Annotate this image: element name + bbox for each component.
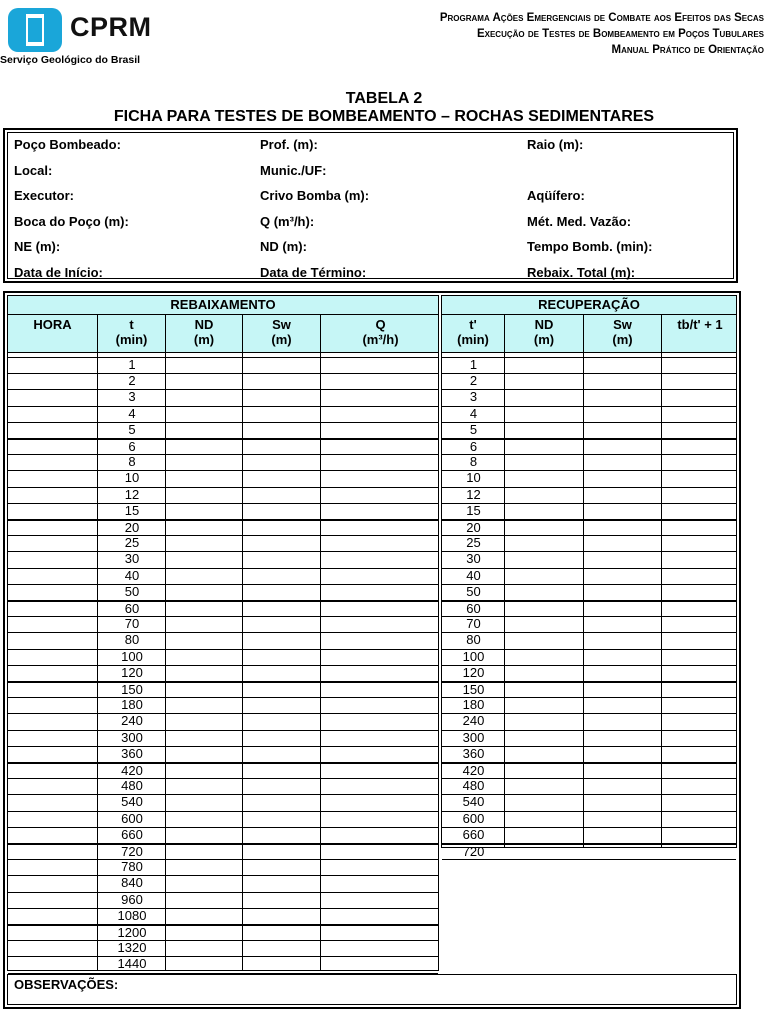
- rebaixamento-time-value: 120: [121, 664, 143, 680]
- recuperacao-row: [442, 665, 736, 681]
- rebaixamento-row: [8, 924, 438, 940]
- program-header: [440, 10, 764, 58]
- info-field-label: Aqüífero:: [527, 188, 585, 203]
- rebaixamento-column-header: Sw (m): [243, 315, 321, 352]
- rebaixamento-time-value: 1: [128, 357, 136, 372]
- rebaixamento-row: [8, 519, 438, 535]
- rebaixamento-row: [8, 843, 438, 859]
- rebaixamento-time-value: 180: [121, 697, 143, 713]
- rebaixamento-row: [8, 794, 438, 810]
- rebaixamento-row: [8, 956, 438, 972]
- rebaixamento-row: [8, 892, 438, 908]
- rebaixamento-time-value: 1320: [117, 940, 147, 956]
- rebaixamento-row: [8, 600, 438, 616]
- table-number: TABELA 2: [345, 90, 423, 107]
- rebaixamento-column-header: Q (m³/h): [362, 317, 399, 347]
- info-field-label: Q (m³/h):: [260, 213, 315, 229]
- recuperacao-time-value: 540: [462, 794, 485, 810]
- recuperacao-time-value: 70: [466, 616, 481, 632]
- rebaixamento-row: [8, 406, 438, 422]
- recuperacao-row: [442, 487, 736, 503]
- recuperacao-row: [442, 649, 736, 665]
- recuperacao-row: [442, 730, 736, 746]
- rebaixamento-time-value: 50: [124, 583, 140, 599]
- recuperacao-header: [442, 296, 736, 353]
- rebaixamento-time-value: 720: [121, 844, 143, 859]
- rebaixamento-row: [8, 357, 438, 373]
- rebaixamento-time-value: 8: [128, 454, 136, 470]
- recuperacao-time-value: 120: [462, 664, 485, 680]
- recuperacao-time-value: 150: [462, 682, 485, 697]
- recuperacao-time-value: 5: [469, 421, 478, 437]
- column-divider: [97, 352, 98, 970]
- column-divider: [242, 352, 243, 970]
- rebaixamento-time-value: 1080: [117, 907, 147, 923]
- rebaixamento-row: [8, 778, 438, 794]
- rebaixamento-time-value: 30: [124, 551, 140, 567]
- info-field-label: Munic./UF:: [260, 162, 327, 178]
- info-row: [12, 137, 729, 157]
- rebaixamento-time-value: 1200: [117, 925, 147, 940]
- info-row: [12, 163, 729, 183]
- rebaixamento-row: [8, 470, 438, 486]
- recuperacao-row: [442, 600, 736, 616]
- info-field-label: Local:: [14, 162, 53, 178]
- rebaixamento-time-value: 1440: [117, 956, 147, 972]
- table-title: FICHA PARA TESTES DE BOMBEAMENTO – ROCHAS SEDIMENTARES: [113, 108, 655, 125]
- recuperacao-time-value: 300: [462, 729, 485, 745]
- info-row: [12, 214, 729, 234]
- recuperacao-table: [441, 295, 737, 859]
- recuperacao-row: [442, 454, 736, 470]
- recuperacao-time-value: 25: [466, 535, 481, 551]
- program-line: Manual Prático de Orientação: [611, 44, 764, 56]
- rebaixamento-row: [8, 940, 438, 956]
- recuperacao-row: [442, 568, 736, 584]
- rebaixamento-row: [8, 535, 438, 551]
- recuperacao-row: [442, 551, 736, 567]
- logo-subtitle: Serviço Geológico do Brasil: [0, 54, 141, 66]
- recuperacao-row: [442, 827, 736, 843]
- rebaixamento-row: [8, 438, 438, 454]
- recuperacao-time-value: 480: [462, 778, 485, 794]
- recuperacao-time-value: 720: [462, 844, 485, 859]
- rebaixamento-column-header: HORA: [8, 315, 98, 352]
- program-line: Programa Ações Emergenciais de Combate aos Efeitos das Secas: [439, 12, 764, 24]
- recuperacao-row: [442, 681, 736, 697]
- column-divider: [661, 352, 662, 847]
- recuperacao-time-value: 660: [462, 826, 485, 842]
- recuperacao-time-value: 15: [466, 502, 481, 518]
- recuperacao-row: [442, 697, 736, 713]
- recuperacao-time-value: 80: [466, 632, 481, 648]
- info-field-label: Boca do Poço (m):: [14, 213, 129, 229]
- rebaixamento-header: [8, 296, 438, 353]
- rebaixamento-row: [8, 713, 438, 729]
- info-field-label: Poço Bombeado:: [14, 137, 121, 152]
- info-field-label: NE (m):: [14, 239, 61, 254]
- recuperacao-row: [442, 470, 736, 486]
- rebaixamento-row: [8, 746, 438, 762]
- recuperacao-row: [442, 762, 736, 778]
- rebaixamento-row: [8, 827, 438, 843]
- rebaixamento-table: [7, 295, 439, 971]
- recuperacao-row: [442, 438, 736, 454]
- info-field-label: Data de Término:: [260, 264, 367, 280]
- rebaixamento-row: [8, 422, 438, 438]
- rebaixamento-time-value: 100: [121, 648, 143, 664]
- rebaixamento-time-value: 480: [121, 778, 143, 794]
- recuperacao-time-value: 2: [469, 373, 478, 389]
- rebaixamento-time-value: 10: [124, 470, 140, 486]
- recuperacao-time-value: 30: [466, 551, 481, 567]
- recuperacao-row: [442, 794, 736, 810]
- rebaixamento-row: [8, 762, 438, 778]
- recuperacao-column-header: tb/t' + 1: [677, 317, 723, 332]
- observacoes-field[interactable]: [7, 974, 737, 1005]
- recuperacao-time-value: 360: [462, 745, 485, 761]
- recuperacao-row: [442, 632, 736, 648]
- recuperacao-row: [442, 811, 736, 827]
- rebaixamento-time-value: 840: [121, 875, 143, 891]
- rebaixamento-time-value: 15: [124, 502, 140, 518]
- rebaixamento-time-value: 2: [128, 373, 136, 389]
- rebaixamento-row: [8, 487, 438, 503]
- recuperacao-time-value: 40: [466, 567, 481, 583]
- recuperacao-row: [442, 422, 736, 438]
- rebaixamento-time-value: 40: [124, 567, 140, 583]
- program-line: Execução de Testes de Bombeamento em Poços Tubulares: [476, 28, 764, 40]
- rebaixamento-row: [8, 632, 438, 648]
- info-field-label: Raio (m):: [527, 137, 584, 152]
- rebaixamento-row: [8, 649, 438, 665]
- info-field-label: Executor:: [14, 188, 74, 203]
- info-row: [12, 239, 729, 259]
- recuperacao-time-value: 6: [469, 439, 478, 454]
- info-field-label: ND (m):: [260, 239, 307, 254]
- column-divider: [320, 352, 321, 970]
- recuperacao-column-header: Sw (m): [584, 315, 662, 352]
- rebaixamento-row: [8, 568, 438, 584]
- rebaixamento-title: REBAIXAMENTO: [8, 296, 438, 315]
- rebaixamento-time-value: 660: [121, 826, 143, 842]
- rebaixamento-time-value: 960: [121, 891, 143, 907]
- info-row: [12, 188, 729, 208]
- recuperacao-time-value: 240: [462, 713, 485, 729]
- rebaixamento-row: [8, 665, 438, 681]
- recuperacao-column-header: ND (m): [505, 315, 584, 352]
- recuperacao-row: [442, 616, 736, 632]
- recuperacao-time-value: 50: [466, 583, 481, 599]
- rebaixamento-row: [8, 454, 438, 470]
- rebaixamento-row: [8, 551, 438, 567]
- logo-name: CPRM: [70, 12, 152, 42]
- rebaixamento-column-header: ND (m): [166, 315, 243, 352]
- recuperacao-row: [442, 535, 736, 551]
- rebaixamento-time-value: 300: [121, 729, 143, 745]
- rebaixamento-time-value: 25: [124, 535, 140, 551]
- rebaixamento-column-header: t (min): [98, 315, 166, 352]
- recuperacao-time-value: 4: [469, 405, 478, 421]
- rebaixamento-row: [8, 584, 438, 600]
- rebaixamento-time-value: 80: [124, 632, 140, 648]
- rebaixamento-row: [8, 697, 438, 713]
- recuperacao-time-value: 1: [469, 357, 478, 372]
- recuperacao-time-value: 60: [466, 601, 481, 616]
- info-field-label: Prof. (m):: [260, 137, 318, 152]
- rebaixamento-row: [8, 811, 438, 827]
- rebaixamento-time-value: 12: [124, 486, 140, 502]
- rebaixamento-time-value: 5: [128, 421, 136, 437]
- recuperacao-row: [442, 357, 736, 373]
- info-field-label: Data de Início:: [14, 264, 103, 280]
- rebaixamento-time-value: 3: [128, 389, 136, 405]
- rebaixamento-row: [8, 373, 438, 389]
- column-divider: [583, 352, 584, 847]
- recuperacao-time-value: 12: [466, 486, 481, 502]
- rebaixamento-time-value: 360: [121, 745, 143, 761]
- rebaixamento-row: [8, 616, 438, 632]
- info-row: [12, 265, 729, 285]
- recuperacao-row: [442, 406, 736, 422]
- rebaixamento-time-value: 4: [128, 405, 136, 421]
- rebaixamento-row: [8, 503, 438, 519]
- recuperacao-row: [442, 843, 736, 859]
- rebaixamento-time-value: 150: [121, 682, 143, 697]
- recuperacao-time-value: 20: [466, 520, 481, 535]
- observacoes-label: OBSERVAÇÕES:: [14, 977, 119, 992]
- rebaixamento-time-value: 780: [121, 859, 143, 875]
- cprm-logo-icon: [8, 8, 62, 52]
- recuperacao-row: [442, 713, 736, 729]
- recuperacao-row: [442, 584, 736, 600]
- rebaixamento-time-value: 420: [121, 763, 143, 778]
- info-field-label: Mét. Med. Vazão:: [527, 213, 632, 229]
- rebaixamento-time-value: 60: [124, 601, 140, 616]
- rebaixamento-row: [8, 389, 438, 405]
- recuperacao-time-value: 180: [462, 697, 485, 713]
- rebaixamento-row: [8, 681, 438, 697]
- recuperacao-row: [442, 389, 736, 405]
- recuperacao-time-value: 3: [469, 389, 478, 405]
- rebaixamento-time-value: 600: [121, 810, 143, 826]
- column-divider: [504, 352, 505, 847]
- row-end-line: [442, 859, 736, 860]
- rebaixamento-time-value: 70: [124, 616, 140, 632]
- rebaixamento-time-value: 20: [124, 520, 140, 535]
- info-field-label: Crivo Bomba (m):: [260, 188, 370, 203]
- recuperacao-row: [442, 503, 736, 519]
- rebaixamento-time-value: 240: [121, 713, 143, 729]
- rebaixamento-row: [8, 908, 438, 924]
- recuperacao-time-value: 8: [469, 454, 478, 470]
- recuperacao-row: [442, 746, 736, 762]
- rebaixamento-row: [8, 875, 438, 891]
- rebaixamento-row: [8, 730, 438, 746]
- recuperacao-row: [442, 778, 736, 794]
- recuperacao-time-value: 100: [462, 648, 485, 664]
- column-divider: [165, 352, 166, 970]
- rebaixamento-time-value: 6: [128, 439, 136, 454]
- well-info-box: [3, 128, 738, 283]
- info-field-label: Rebaix. Total (m):: [527, 264, 636, 280]
- recuperacao-time-value: 420: [462, 763, 485, 778]
- pumping-test-sheet: [3, 291, 741, 1009]
- recuperacao-column-header: t' (min): [442, 315, 505, 352]
- cprm-logo: [0, 6, 170, 68]
- rebaixamento-row: [8, 859, 438, 875]
- recuperacao-time-value: 600: [462, 810, 485, 826]
- recuperacao-row: [442, 519, 736, 535]
- rebaixamento-time-value: 540: [121, 794, 143, 810]
- recuperacao-title: RECUPERAÇÃO: [442, 296, 736, 315]
- recuperacao-time-value: 10: [466, 470, 481, 486]
- info-field-label: Tempo Bomb. (min):: [527, 239, 653, 254]
- recuperacao-row: [442, 373, 736, 389]
